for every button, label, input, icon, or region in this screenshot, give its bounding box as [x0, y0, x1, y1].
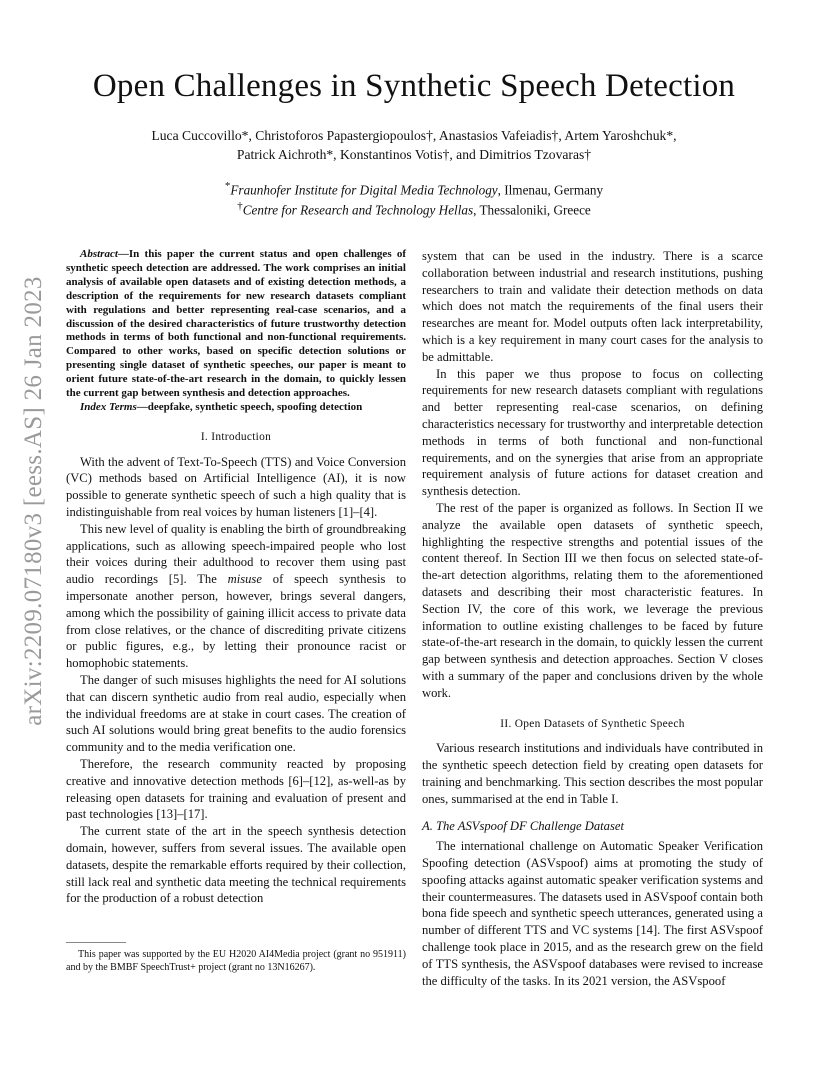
section-heading-open-datasets: II. Open Datasets of Synthetic Speech [500, 717, 685, 730]
affiliations [80, 178, 748, 219]
paragraph-part: This new level of quality is enabling the birth of groundbreaking applications, such as allowing speech-impaired people who lost their voices during their adulthood to recover them using past audio recordings [5]. The [66, 521, 406, 587]
abstract-label: Abstract [80, 248, 118, 260]
affiliation-place-1: , Ilmenau, Germany [497, 182, 604, 198]
author-line-2 [80, 145, 748, 164]
right-column [422, 248, 763, 989]
author-list [80, 126, 748, 164]
paragraph: The danger of such misuses highlights the need for AI solutions that can discern synthetic audio from real audio, especially when the individual freedoms are at stake in court cases. The creation of such AI solutions would bring great benefits to the audio forensics community and to the media verification one. [66, 673, 406, 755]
emphasis-misuse: misuse [227, 572, 262, 587]
paragraph: Various research institutions and individuals have contributed in the synthetic speech detection field by creating open datasets for training and benchmarking. This section describes the most popular ones, summarised at the end in Table I. [422, 741, 763, 806]
index-terms-text: —deepfake, synthetic speech, spoofing detection [136, 400, 363, 413]
affiliation-name-2: Centre for Research and Technology Hellas [242, 202, 474, 218]
authors-text-2: Patrick Aichroth*, Konstantinos Votis†, and Dimitrios Tzovaras† [236, 147, 592, 162]
index-terms-label: Index Terms [80, 400, 137, 413]
left-column [66, 248, 406, 907]
paragraph-part: of speech synthesis to impersonate another person, however, brings several dangers, among which the possibility of gaining illicit access to private data from close relatives, or the chance of discrediting private citizens or public figures, e.g., by letting their pronounce racist or homophobic statements. [66, 572, 406, 671]
section-heading-introduction: I. Introduction [200, 430, 272, 443]
affiliation-mark-2: † [237, 200, 243, 213]
abstract-text: —In this paper the current status and open challenges of synthetic speech detection are addressed. The work comprises an initial analysis of available open datasets and of existing detection methods, a description of the requirements for new research datasets compliant with regulations and better representing real-case scenarios, and a discussion of the desired characteristics of future trustworthy detection methods in terms of both functional and non-functional requirements. Compared to other works, based on specific detection solutions or presenting single dataset of synthetic speeches, our paper is meant to orient future state-of-the-art research in the domain, to quickly lessen the current gap between synthesis and detection approaches. [66, 248, 406, 400]
footnote-rule [66, 942, 126, 943]
paragraph: The rest of the paper is organized as follows. In Section II we analyze the available open datasets of synthetic speech, highlighting the respective strengths and potential issues of the content thereof. In Section III we then focus on selected state-of-the-art detection algorithms, relating them to the aforementioned datasets and describing their most characteristic features. In Section IV, the core of this work, we leverage the previous information to outline existing challenges to be faced by future state-of-the-art research in the domain, to quickly lessen the current gap between synthesis and detection approaches. Section V closes with a summary of the paper and conclusions driven by the whole work. [422, 500, 763, 700]
affiliation-2 [80, 198, 748, 218]
authors-text-1: Luca Cuccovillo*, Christoforos Papastergiopoulos†, Anastasios Vafeiadis†, Artem Yaroshchuk*, [151, 128, 677, 143]
footnote: This paper was supported by the EU H2020 AI4Media project (grant no 951911) and by the BMBF SpeechTrust+ project (grant no 13N16267). [66, 949, 406, 973]
affiliation-place-2: , Thessaloniki, Greece [473, 202, 591, 218]
paragraph-continuation: system that can be used in the industry. There is a scarce collaboration between industrial and research institutions, pushing researchers to train and validate their detection methods on data which does not match the requirements of the final users their researches are meant for. Model outputs often lack interpretability, which is a key requirement in many court cases for the analysis to be admittable. [422, 249, 763, 364]
paragraph: The international challenge on Automatic Speaker Verification Spoofing detection (ASVspoof) aims at promoting the study of spoofing attacks against automatic speaker verification systems and their countermeasures. The datasets used in ASVspoof contain both bona fide speech and synthetic speech utterances, generated using a number of different TTS and VC systems [14]. The first ASVspoof challenge took place in 2015, and as the research grew on the field of TTS synthesis, the ASVspoof databases were revised to increase the difficulty of the tasks. In its 2021 version, the ASVspoof [422, 839, 763, 988]
paper-title: Open Challenges in Synthetic Speech Detection [92, 68, 736, 104]
paragraph [66, 521, 406, 672]
arxiv-watermark [14, 252, 54, 750]
affiliation-name-1: Fraunhofer Institute for Digital Media Technology [230, 182, 498, 198]
affiliation-mark-1: * [224, 180, 231, 192]
abstract [66, 248, 406, 401]
index-terms [66, 401, 406, 415]
paragraph: The current state of the art in the speech synthesis detection domain, however, suffers from several issues. The available open datasets, despite the remarkable efforts required by their collection, still lack real and synthetic data meeting the technical requirements for the production of a robust detection [66, 824, 406, 906]
affiliation-1 [80, 178, 748, 198]
author-line-1 [80, 126, 748, 145]
paragraph: Therefore, the research community reacted by proposing creative and innovative detection methods [6]–[12], as-well-as by releasing open datasets for training and evaluation of present and past technologies [13]–[17]. [66, 757, 406, 822]
paragraph: With the advent of Text-To-Speech (TTS) and Voice Conversion (VC) methods based on Artificial Intelligence (AI), it is now possible to generate synthetic speech of such a high quality that is indistinguishable from real voices by human listeners [1]–[4]. [66, 454, 406, 520]
subsection-heading: A. The ASVspoof DF Challenge Dataset [422, 818, 624, 833]
arxiv-identifier: arXiv:2209.07180v3 [eess.AS] 26 Jan 2023 [20, 276, 47, 726]
paragraph: In this paper we thus propose to focus on collecting requirements for new research datasets compliant with regulations and better representing real-case scenarios, on defining characteristics necessary for trustworthy and interpretable detection methods in terms of both functional and non-functional requirements, and on the synergies that arise from an appropriate requirement analysis of future actions for dataset creation and synthesis detection. [422, 366, 763, 499]
